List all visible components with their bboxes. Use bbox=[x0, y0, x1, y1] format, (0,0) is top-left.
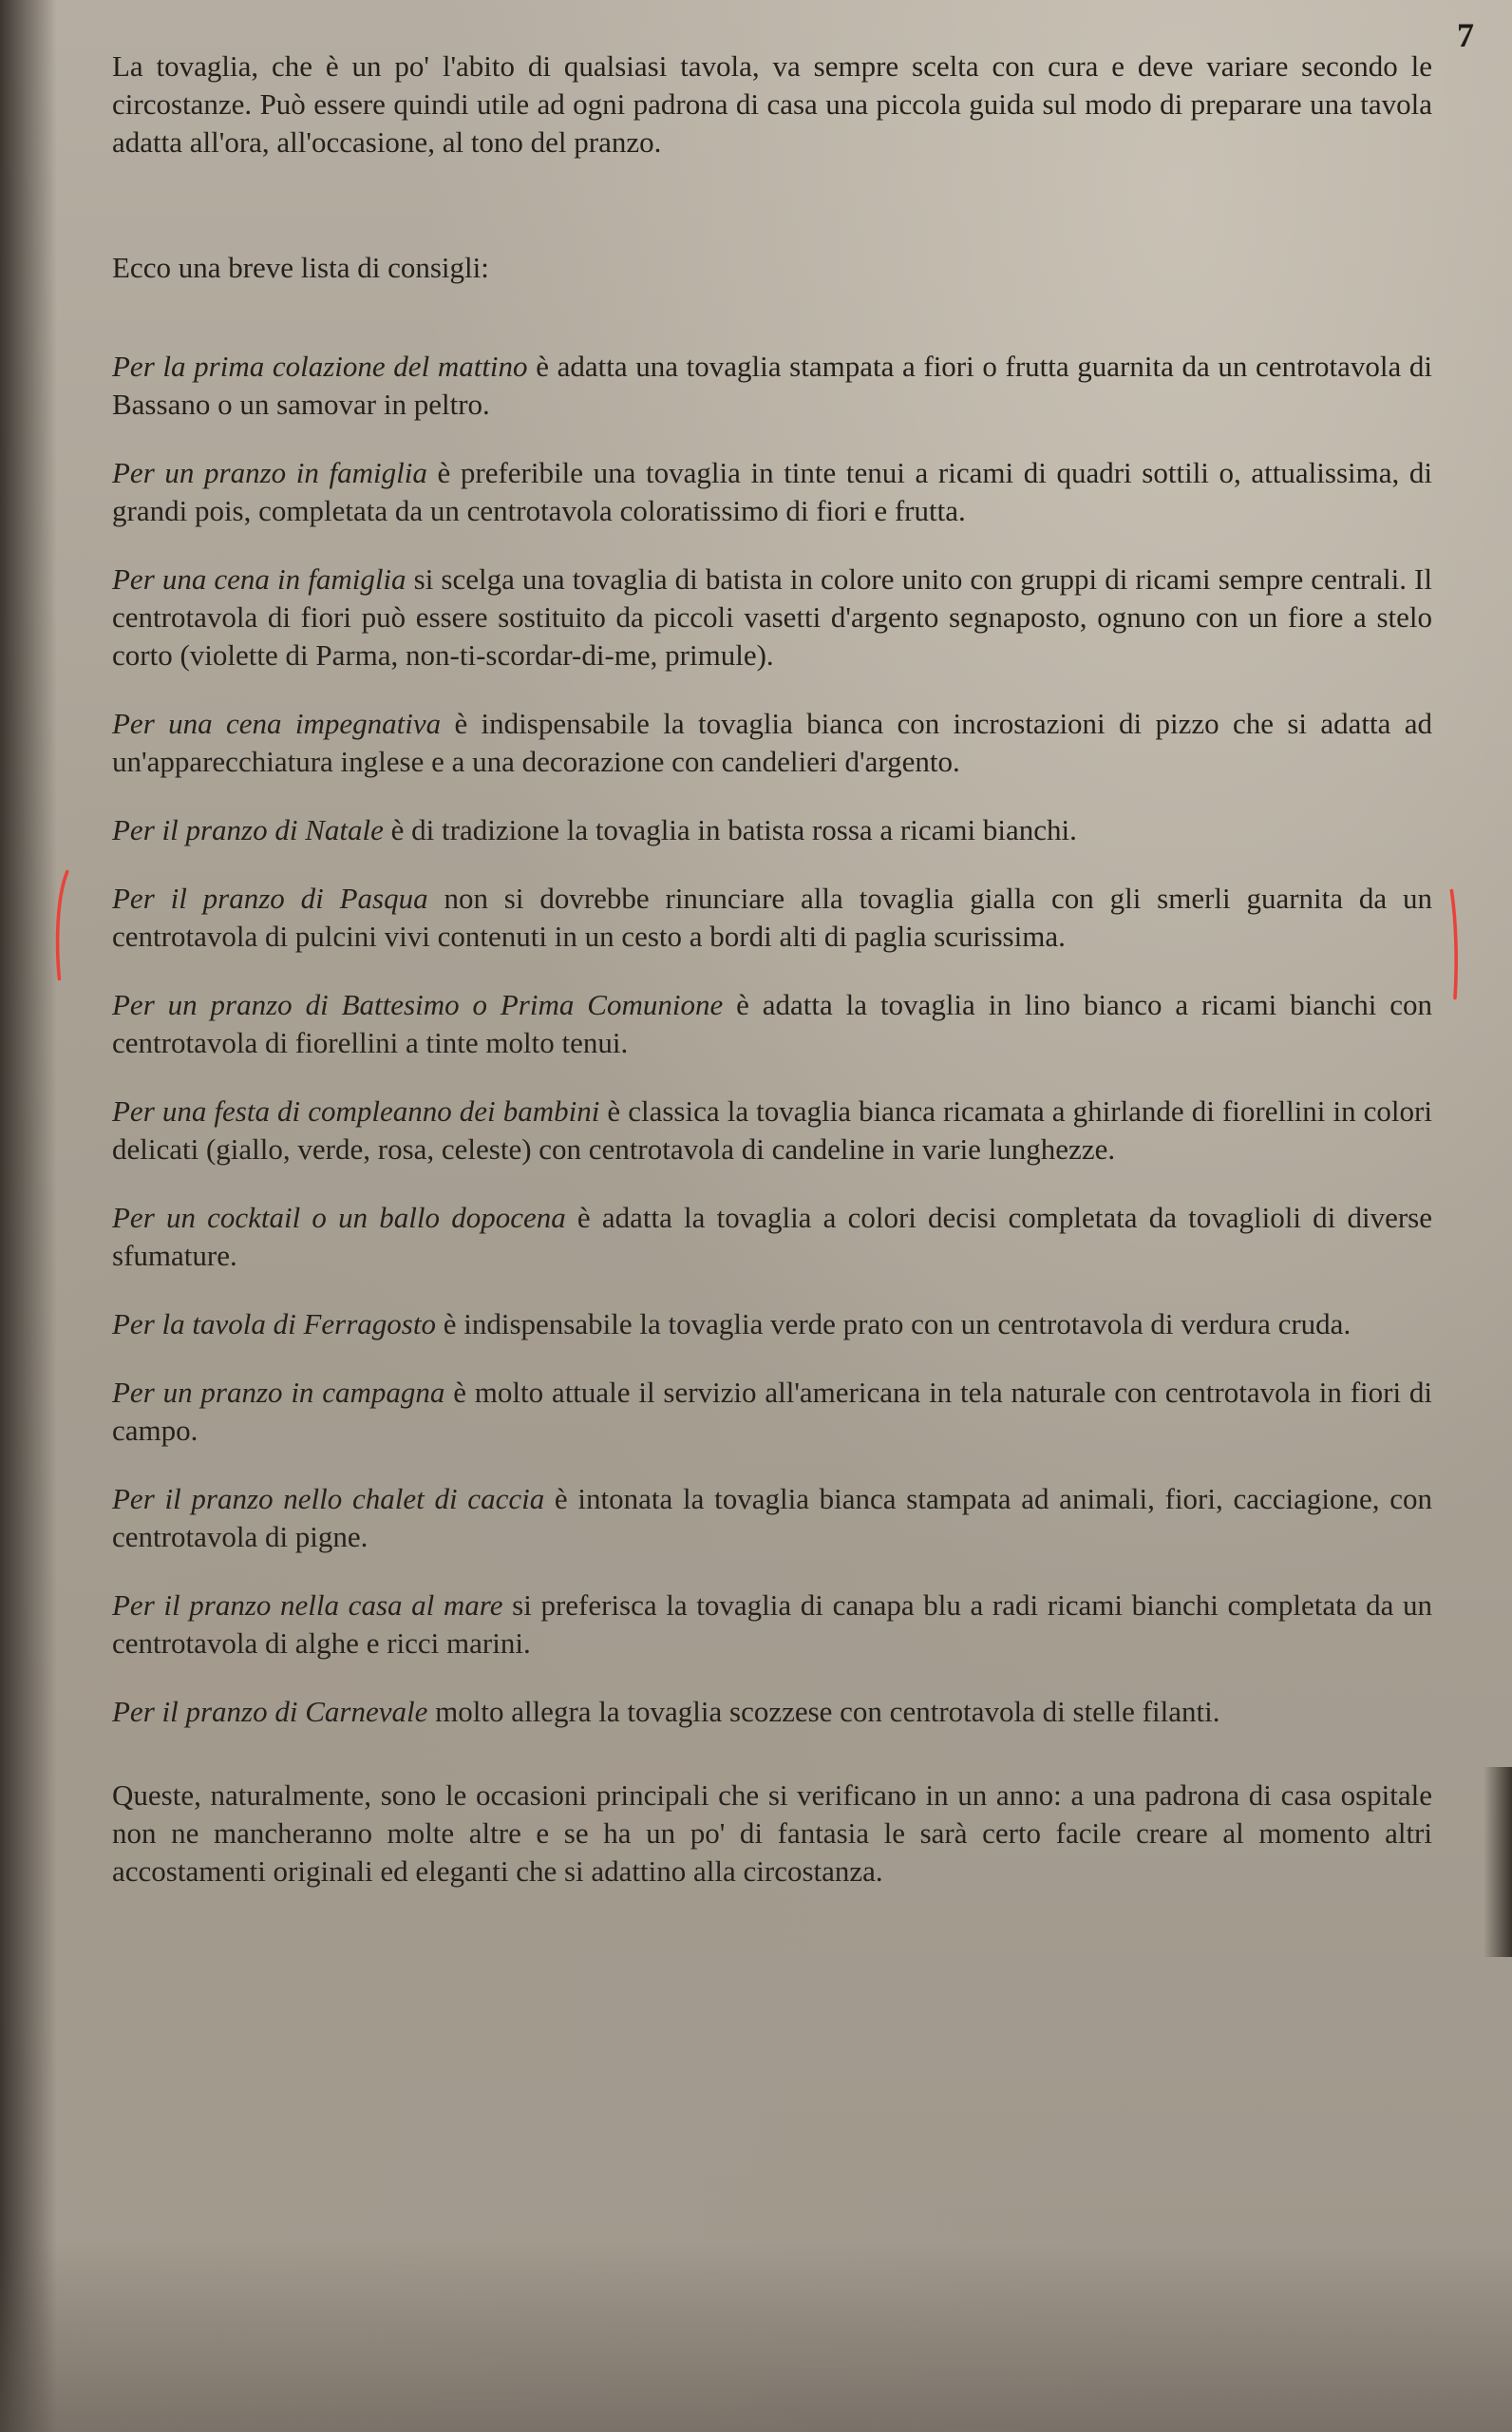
entry-occasion: Per una festa di compleanno dei bambini bbox=[112, 1094, 600, 1128]
page-edge-shadow bbox=[1484, 1767, 1512, 1957]
entries-list bbox=[112, 348, 1432, 1731]
entry-text: molto allegra la tovaglia scozzese con centrotavola di stelle filanti. bbox=[427, 1695, 1220, 1728]
entry-paragraph bbox=[112, 811, 1432, 849]
entry-paragraph bbox=[112, 1693, 1432, 1731]
entry-paragraph-highlighted bbox=[112, 880, 1432, 956]
entry-occasion: Per un pranzo in famiglia bbox=[112, 456, 427, 489]
page-body bbox=[112, 48, 1432, 1920]
entry-occasion: Per il pranzo di Natale bbox=[112, 813, 384, 846]
entry-occasion: Per un pranzo di Battesimo o Prima Comunione bbox=[112, 988, 724, 1021]
entry-occasion: Per un pranzo in campagna bbox=[112, 1376, 445, 1409]
entry-paragraph bbox=[112, 1092, 1432, 1168]
entry-paragraph bbox=[112, 1374, 1432, 1450]
entry-text: è indispensabile la tovaglia bianca con incrostazioni di pizzo che si adatta ad un'apparecchiatura inglese e a una decorazione con candelieri d'argento. bbox=[112, 707, 1432, 778]
entry-occasion: Per la prima colazione del mattino bbox=[112, 350, 528, 383]
entry-paragraph bbox=[112, 986, 1432, 1062]
entry-paragraph bbox=[112, 560, 1432, 674]
entry-paragraph bbox=[112, 705, 1432, 781]
entry-occasion: Per il pranzo di Carnevale bbox=[112, 1695, 428, 1728]
right-bracket-stroke bbox=[1451, 891, 1456, 998]
lead-in: Ecco una breve lista di consigli: bbox=[112, 251, 489, 284]
left-bracket-stroke bbox=[58, 872, 67, 979]
entry-paragraph bbox=[112, 1586, 1432, 1662]
entry-text: è indispensabile la tovaglia verde prato con un centrotavola di verdura cruda. bbox=[435, 1307, 1351, 1340]
entry-paragraph bbox=[112, 1480, 1432, 1556]
page-number: 7 bbox=[1457, 16, 1474, 54]
binding-shadow bbox=[0, 0, 57, 2432]
entry-text: è classica la tovaglia bianca ricamata a ghirlande di fiorellini in colori delicati (giallo, verde, rosa, celeste) con centrotavola di candeline in varie lunghezze. bbox=[112, 1094, 1432, 1166]
entry-paragraph bbox=[112, 1305, 1432, 1343]
entry-paragraph bbox=[112, 454, 1432, 530]
entry-text: non si dovrebbe rinunciare alla tovaglia gialla con gli smerli guarnita da un centrotavola di pulcini vivi contenuti in un cesto a bordi alti di paglia scurissima. bbox=[112, 882, 1432, 953]
entry-occasion: Per un cocktail o un ballo dopocena bbox=[112, 1201, 566, 1234]
entry-text: è di tradizione la tovaglia in batista rossa a ricami bianchi. bbox=[383, 813, 1077, 846]
bottom-shadow bbox=[0, 2242, 1512, 2432]
entry-text: si preferisca la tovaglia di canapa blu a radi ricami bianchi completata da un centrotavola di alghe e ricci marini. bbox=[112, 1588, 1433, 1660]
entry-occasion: Per una cena in famiglia bbox=[112, 562, 406, 596]
closing-paragraph: Queste, naturalmente, sono le occasioni principali che si verificano in un anno: a una padrona di casa ospitale non ne mancheranno molte altre e se ha un po' di fantasia le sarà certo facile creare al momento altri accostamenti originali ed eleganti che si adattino alla circostanza. bbox=[112, 1778, 1432, 1888]
entry-text: è adatta una tovaglia stampata a fiori o frutta guarnita da un centrotavola di Bassano o un samovar in peltro. bbox=[112, 350, 1433, 421]
intro-paragraph: La tovaglia, che è un po' l'abito di qualsiasi tavola, va sempre scelta con cura e deve variare secondo le circostanze. Può essere quindi utile ad ogni padrona di casa una piccola guida sul modo di preparare una tavola adatta all'ora, all'occasione, al tono del pranzo. bbox=[112, 49, 1432, 159]
entry-text: è adatta la tovaglia a colori decisi completata da tovaglioli di diverse sfumature. bbox=[112, 1201, 1432, 1272]
entry-occasion: Per una cena impegnativa bbox=[112, 707, 442, 740]
entry-occasion: Per il pranzo di Pasqua bbox=[112, 882, 428, 915]
entry-text: si scelga una tovaglia di batista in colore unito con gruppi di ricami sempre centrali. Il centrotavola di fiori può essere sostituito da piccoli vasetti d'argento segnaposto, ognuno con un fiore a stelo corto (violette di Parma, non-ti-scordar-di-me, primule). bbox=[112, 562, 1432, 672]
entry-occasion: Per la tavola di Ferragosto bbox=[112, 1307, 436, 1340]
left-bracket-mark bbox=[44, 868, 82, 982]
entry-paragraph bbox=[112, 348, 1432, 424]
entry-paragraph bbox=[112, 1199, 1432, 1275]
entry-occasion: Per il pranzo nella casa al mare bbox=[112, 1588, 503, 1622]
right-bracket-mark bbox=[1436, 887, 1474, 1001]
entry-text: è molto attuale il servizio all'americana in tela naturale con centrotavola in fiori di campo. bbox=[112, 1376, 1432, 1447]
entry-text: è intonata la tovaglia bianca stampata ad animali, fiori, cacciagione, con centrotavola di pigne. bbox=[112, 1482, 1432, 1553]
entry-occasion: Per il pranzo nello chalet di caccia bbox=[112, 1482, 545, 1515]
entry-text: è adatta la tovaglia in lino bianco a ricami bianchi con centrotavola di fiorellini a tinte molto tenui. bbox=[112, 988, 1433, 1059]
entry-text: è preferibile una tovaglia in tinte tenui a ricami di quadri sottili o, attualissima, di grandi pois, completata da un centrotavola coloratissimo di fiori e frutta. bbox=[112, 456, 1432, 527]
